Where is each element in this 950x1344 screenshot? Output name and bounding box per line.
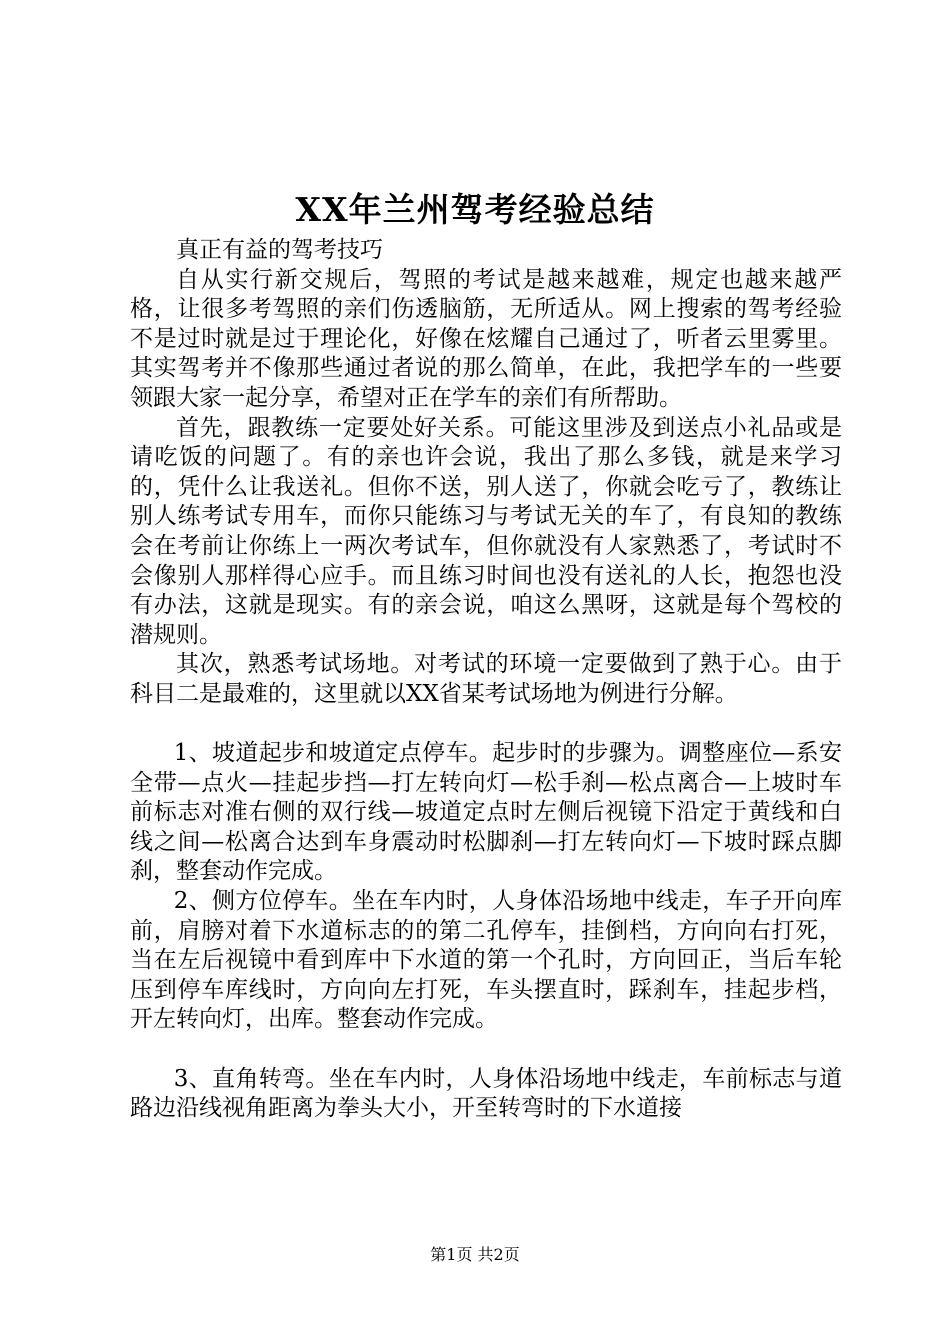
paragraph-first: 首先，跟教练一定要处好关系。可能这里涉及到送点小礼品或是请吃饭的问题了。有的亲也许会说，我出了那么多钱，就是来学习的，凭什么让我送礼。但你不送，别人送了，你就会吃亏了，教练让别人练考试专用车，而你只能练习与考试无关的车了，有良知的教练会在考前让你练上一两次考试车，但你就没有人家熟悉了，考试时不会像别人那样得心应手。而且练习时间也没有送礼的人长，抱怨也没有办法，这就是现实。有的亲会说，咱这么黑呀，这就是每个驾校的潜规则。 [130,414,842,648]
paragraph-item-3: 3、直角转弯。坐在车内时，人身体沿场地中线走，车前标志与道路边沿线视角距离为拳头大小，开至转弯时的下水道接 [130,1065,842,1122]
paragraph-subtitle: 真正有益的驾考技巧 [176,237,383,263]
paragraph-second: 其次，熟悉考试场地。对考试的环境一定要做到了熟于心。由于科目二是最难的，这里就以XX省某考试场地为例进行分解。 [130,651,842,707]
blank-line [130,1035,842,1065]
paragraph-item-1: 1、坡道起步和坡道定点停车。起步时的步骤为。调整座位—系安全带—点火—挂起步挡—打左转向灯—松手刹—松点离合—上坡时车前标志对准右侧的双行线—坡道定点时左侧后视镜下沿定于黄线和白线之间—松离合达到车身震动时松脚刹—打左转向灯—下坡时踩点脚刹，整套动作完成。 [130,740,842,885]
document-title: XX年兰州驾考经验总结 [295,190,655,229]
document-body [130,236,842,1124]
page-footer: 第1页 共2页 [430,1245,520,1264]
paragraph-item-2: 2、侧方位停车。坐在车内时，人身体沿场地中线走，车子开向库前，肩膀对着下水道标志的的第二孔停车，挂倒档，方向向右打死，当在左后视镜中看到库中下水道的第一个孔时，方向回正，当后车轮压到停车库线时，方向向左打死，车头摆直时，踩刹车，挂起步档，开左转向灯，出库。整套动作完成。 [130,888,842,1033]
blank-line [130,710,842,740]
paragraph-intro: 自从实行新交规后，驾照的考试是越来越难，规定也越来越严格，让很多考驾照的亲们伤透脑筋，无所适从。网上搜索的驾考经验不是过时就是过于理论化，好像在炫耀自己通过了，听者云里雾里。其实驾考并不像那些通过者说的那么简单，在此，我把学车的一些要领跟大家一起分享，希望对正在学车的亲们有所帮助。 [130,266,842,411]
